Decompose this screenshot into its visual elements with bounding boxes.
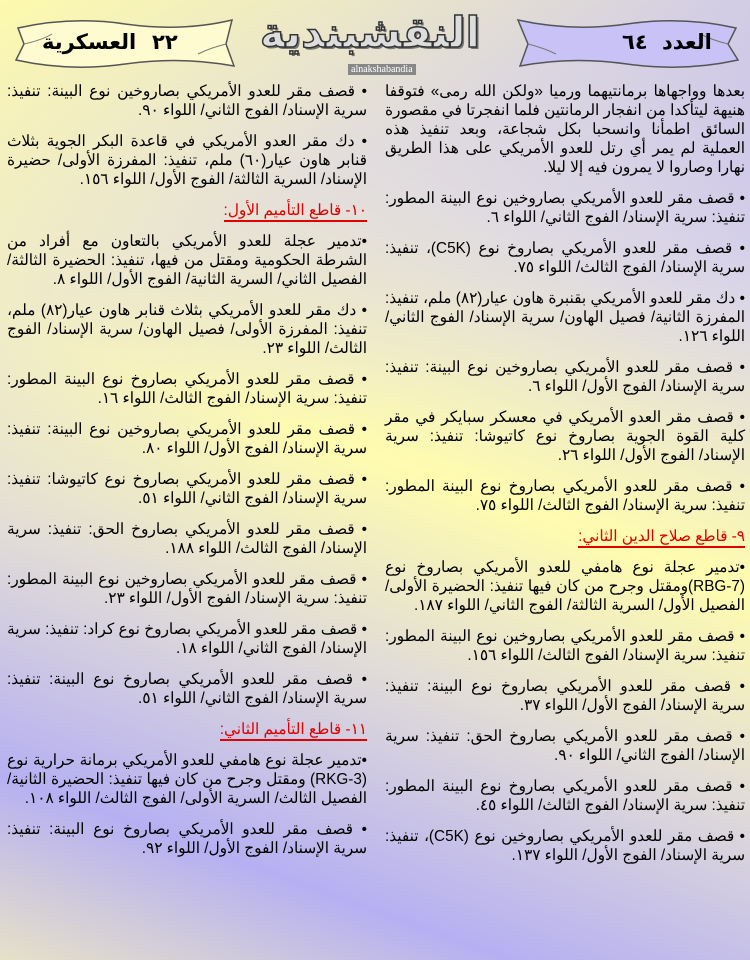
logo-subtitle: alnakshabandia <box>348 64 416 75</box>
list-item: • قصف مقر للعدو الأمريكي بصاروخ نوع كاتيوشا: تنفيذ: سرية الإسناد/ الفوج الثاني/ اللواء ٥١. <box>7 471 367 507</box>
section-heading <box>385 527 745 546</box>
intro-paragraph: بعدها وواجهاها برمانتيهما ورميا «ولكن الله رمى» فتوقفا هنيهة ليتأكدا من انفجار الرمانتين فلما انفجرتا في مقصورة السائق اطمأنا وانسحبا بكل شجاعة، وبعد تنفيذ هذه العملية لم يمر أي رتل للعدو الأمريكي على هذا الطريق نهارا وصاروا لا يمرون فيه إلا ليلا. <box>385 83 745 176</box>
list-item: • دك مقر العدو الأمريكي في قاعدة البكر الجوية بثلاث قنابر هاون عيار(٦٠) ملم، تنفيذ: المفرزة الأولى/ حضيرة الإسناد/ السرية الثالثة/ الفوج الأول/ اللواء ١٥٦. <box>7 133 367 188</box>
logo-text: النقشبندية <box>259 8 480 57</box>
left-column <box>7 82 367 870</box>
list-item: •تدمير عجلة للعدو الأمريكي بالتعاون مع أفراد من الشرطة الحكومية ومقتل من فيها، تنفيذ: الحضيرة الثالثة/ الفصيل الثاني/ السرية الثانية/ الفوج الأول/ اللواء ٨. <box>7 233 367 288</box>
list-item: •تدمير عجلة نوع هامفي للعدو الأمريكي بصاروخ نوع (RBG-7)ومقتل وجرح من كان فيها تنفيذ: الحضيرة الأولى/ الفصيل الأول/ السرية الثالثة/ الفوج الثاني/ اللواء ١٨٧. <box>385 559 745 614</box>
right-column <box>385 82 745 877</box>
left-banner <box>12 14 238 72</box>
list-item: • قصف مقر للعدو الأمريكي بصاروخين نوع البينة المطور: تنفيذ: سرية الإسناد/ الفوج الأول/ اللواء ٢٣. <box>7 571 367 607</box>
list-item: • قصف مقر للعدو الأمريكي بصاروخين نوع البينة: تنفيذ: سرية الإسناد/ الفوج الأول/ اللواء ٦. <box>385 359 745 395</box>
list-item: • قصف مقر للعدو الأمريكي بصاروخين نوع البينة المطور: تنفيذ: سرية الإسناد/ الفوج الثاني/ اللواء ٦. <box>385 190 745 226</box>
list-item: • قصف مقر للعدو الأمريكي بصاروخ نوع البينة: تنفيذ: سرية الإسناد/ الفوج الأول/ اللواء ٩٢. <box>7 821 367 857</box>
list-item: • قصف مقر للعدو الأمريكي بصاروخ نوع البينة: تنفيذ: سرية الإسناد/ الفوج الثاني/ اللواء ٥١. <box>7 671 367 707</box>
section-name: العسكرية <box>42 30 137 54</box>
section-heading-text: ٩- قاطع صلاح الدين الثاني: <box>578 528 745 548</box>
list-item: • قصف مقر للعدو الأمريكي بصاروخين نوع البينة: تنفيذ: سرية الإسناد/ الفوج الأول/ اللواء ٨٠. <box>7 421 367 457</box>
list-item: • قصف مقر للعدو الأمريكي بصاروخ نوع (C5K)، تنفيذ: سرية الإسناد/ الفوج الثالث/ اللواء ٧٥. <box>385 240 745 276</box>
section-heading-text: ١٠- قاطع التأميم الأول: <box>224 202 367 222</box>
list-item: • قصف مقر للعدو الأمريكي بصاروخ نوع البينة المطور: تنفيذ: سرية الإسناد/ الفوج الثالث/ اللواء ١٦. <box>7 371 367 407</box>
page-number: ٢٢ <box>152 30 178 54</box>
issue-number: ٦٤ <box>622 30 648 54</box>
list-item: • قصف مقر العدو الأمريكي في معسكر سبايكر في مقر كلية القوة الجوية بصاروخ نوع كاتيوشا: تنفيذ: سرية الإسناد/ الفوج الأول/ اللواء ٢٦. <box>385 409 745 464</box>
issue-label: العدد <box>662 30 712 54</box>
list-item: • قصف مقر للعدو الأمريكي بصاروخين نوع (C5K)، تنفيذ: سرية الإسناد/ الفوج الأول/ اللواء ١٣٧. <box>385 828 745 864</box>
list-item: • قصف مقر للعدو الأمريكي بصاروخ نوع البينة المطور: تنفيذ: سرية الإسناد/ الفوج الثالث/ اللواء ٤٥. <box>385 778 745 814</box>
section-heading-text: ١١- قاطع التأميم الثاني: <box>220 721 367 741</box>
list-item: • قصف مقر للعدو الأمريكي بصاروخ نوع البينة: تنفيذ: سرية الإسناد/ الفوج الأول/ اللواء ٣٧. <box>385 678 745 714</box>
list-item: • قصف مقر للعدو الأمريكي بصاروخ نوع كراد: تنفيذ: سرية الإسناد/ الفوج الثاني/ اللواء ١٨. <box>7 621 367 657</box>
list-item: • قصف مقر للعدو الأمريكي بصاروخ الحق: تنفيذ: سرية الإسناد/ الفوج الثالث/ اللواء ١٨٨. <box>7 521 367 557</box>
list-item: • دك مقر للعدو الأمريكي بقنبرة هاون عيار(٨٢) ملم، تنفيذ: المفرزة الثانية/ فصيل الهاون/ سرية الإسناد/ الفوج الثاني/ اللواء ١٢٦. <box>385 290 745 345</box>
section-heading <box>7 720 367 739</box>
page-header <box>0 0 750 80</box>
right-banner <box>512 14 742 72</box>
list-item: • قصف مقر للعدو الأمريكي بصاروخين نوع البينة المطور: تنفيذ: سرية الإسناد/ الفوج الثالث/ اللواء ١٥٦. <box>385 628 745 664</box>
list-item: • قصف مقر للعدو الأمريكي بصاروخ الحق: تنفيذ: سرية الإسناد/ الفوج الثاني/ اللواء ٩٠. <box>385 728 745 764</box>
list-item: • دك مقر للعدو الأمريكي بثلاث قنابر هاون عيار(٨٢) ملم، تنفيذ: المفرزة الأولى/ فصيل الهاون/ سرية الإسناد/ الفوج الثالث/ اللواء ٢٣. <box>7 302 367 357</box>
list-item: • قصف مقر للعدو الأمريكي بصاروخ نوع البينة المطور: تنفيذ: سرية الإسناد/ الفوج الثالث/ اللواء ٧٥. <box>385 478 745 514</box>
magazine-logo <box>259 6 480 78</box>
list-item: •تدمير عجلة نوع هامفي للعدو الأمريكي برمانة حرارية نوع (RKG-3) ومقتل وجرح من كان فيها تنفيذ: الحضيرة الثانية/ الفصيل الثالث/ السرية الأولى/ الفوج الثالث/ اللواء ١٠٨. <box>7 752 367 807</box>
list-item: • قصف مقر للعدو الأمريكي بصاروخين نوع البينة: تنفيذ: سرية الإسناد/ الفوج الثاني/ اللواء ٩٠. <box>7 83 367 119</box>
section-heading <box>7 201 367 220</box>
